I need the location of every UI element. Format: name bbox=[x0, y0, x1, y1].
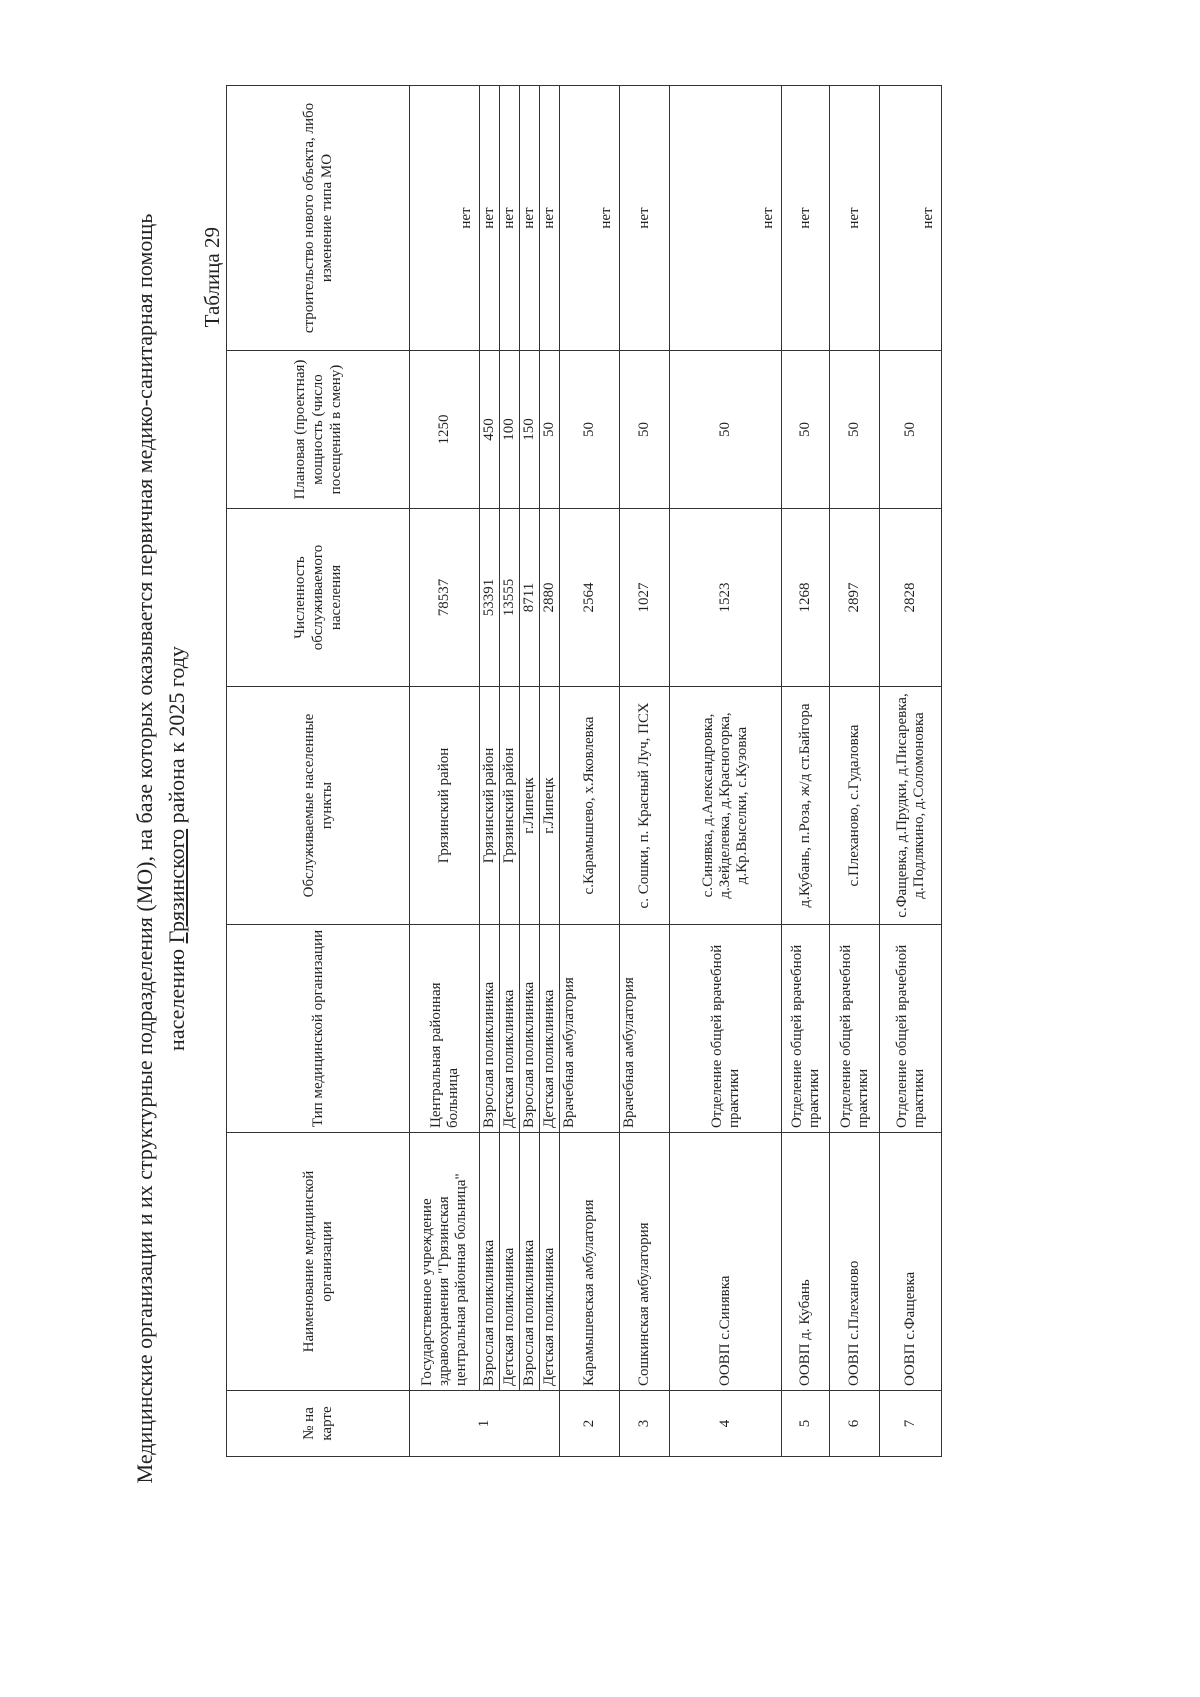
cell-name: ООВП д. Кубань bbox=[782, 1133, 830, 1391]
table-header-row bbox=[227, 86, 410, 1457]
cell-num: 4 bbox=[670, 1391, 782, 1457]
cell-construction: нет bbox=[782, 86, 830, 351]
cell-settlements: с.Карамышево, х.Яковлевка bbox=[560, 687, 620, 925]
cell-capacity: 1250 bbox=[410, 351, 480, 509]
header-settlements: Обслуживаемые населенные пункты bbox=[227, 687, 410, 925]
cell-construction: нет bbox=[670, 86, 782, 351]
table-row bbox=[670, 86, 782, 1457]
cell-settlements: д.Кубань, п.Роза, ж/д ст.Байгора bbox=[782, 687, 830, 925]
cell-settlements: г.Липецк bbox=[540, 687, 560, 925]
cell-name: Детская поликлиника bbox=[500, 1133, 520, 1391]
cell-name: Сошкинская амбулатория bbox=[620, 1133, 670, 1391]
cell-name: Карамышевская амбулатория bbox=[560, 1133, 620, 1391]
cell-name: Государственное учреждение здравоохранения "Грязинская центральная районная больница" bbox=[410, 1133, 480, 1391]
cell-construction: нет bbox=[560, 86, 620, 351]
table-row bbox=[782, 86, 830, 1457]
table-row bbox=[500, 86, 520, 1457]
table-row bbox=[830, 86, 880, 1457]
cell-name: Детская поликлиника bbox=[540, 1133, 560, 1391]
cell-type: Врачебная амбулатория bbox=[620, 925, 670, 1133]
cell-num: 1 bbox=[410, 1391, 560, 1457]
cell-construction: нет bbox=[620, 86, 670, 351]
table-row bbox=[620, 86, 670, 1457]
cell-population: 2564 bbox=[560, 509, 620, 687]
cell-capacity: 50 bbox=[782, 351, 830, 509]
title-district-name: Грязинского bbox=[164, 828, 189, 944]
cell-type: Взрослая поликлиника bbox=[520, 925, 540, 1133]
cell-population: 2828 bbox=[880, 509, 942, 687]
cell-num: 2 bbox=[560, 1391, 620, 1457]
cell-population: 2897 bbox=[830, 509, 880, 687]
cell-settlements: Грязинский район bbox=[500, 687, 520, 925]
cell-type: Взрослая поликлиника bbox=[480, 925, 500, 1133]
header-num: № на карте bbox=[227, 1391, 410, 1457]
cell-num: 5 bbox=[782, 1391, 830, 1457]
cell-population: 1523 bbox=[670, 509, 782, 687]
cell-type: Отделение общей врачебной практики bbox=[830, 925, 880, 1133]
table-row bbox=[560, 86, 620, 1457]
document-title-line1: Медицинские организации и их структурные подразделения (МО), на базе которых оказывается первичная медико-санитарная помощь bbox=[132, 213, 157, 1484]
cell-type: Отделение общей врачебной практики bbox=[880, 925, 942, 1133]
cell-capacity: 50 bbox=[540, 351, 560, 509]
document-title-line2 bbox=[162, 0, 191, 1697]
cell-capacity: 50 bbox=[880, 351, 942, 509]
table-row bbox=[540, 86, 560, 1457]
cell-settlements: с. Сошки, п. Красный Луч, ПСХ bbox=[620, 687, 670, 925]
cell-construction: нет bbox=[480, 86, 500, 351]
cell-population: 1268 bbox=[782, 509, 830, 687]
cell-type: Врачебная амбулатория bbox=[560, 925, 620, 1133]
cell-type: Детская поликлиника bbox=[500, 925, 520, 1133]
cell-population: 2880 bbox=[540, 509, 560, 687]
cell-type: Отделение общей врачебной практики bbox=[670, 925, 782, 1133]
cell-settlements: с.Фащевка, д.Прудки, д.Писаревка, д.Подлякино, д.Соломоновка bbox=[880, 687, 942, 925]
title-line2-suffix: района к 2025 году bbox=[164, 646, 189, 829]
cell-name: ООВП с.Синявка bbox=[670, 1133, 782, 1391]
cell-settlements: Грязинский район bbox=[410, 687, 480, 925]
cell-name: ООВП с.Фащевка bbox=[880, 1133, 942, 1391]
cell-num: 6 bbox=[830, 1391, 880, 1457]
cell-settlements: Грязинский район bbox=[480, 687, 500, 925]
cell-settlements: с.Синявка, д.Александровка, д.Зейделевка, д.Красногорка, д.Кр.Выселки, с.Кузовка bbox=[670, 687, 782, 925]
table-row bbox=[410, 86, 480, 1457]
title-line2-prefix: населению bbox=[164, 943, 189, 1051]
cell-settlements: с.Плеханово, с.Гудаловка bbox=[830, 687, 880, 925]
cell-population: 8711 bbox=[520, 509, 540, 687]
cell-population: 13555 bbox=[500, 509, 520, 687]
header-population: Численность обслуживаемого населения bbox=[227, 509, 410, 687]
cell-construction: нет bbox=[880, 86, 942, 351]
cell-type: Центральная районная больница bbox=[410, 925, 480, 1133]
cell-name: Взрослая поликлиника bbox=[520, 1133, 540, 1391]
table-row bbox=[880, 86, 942, 1457]
cell-construction: нет bbox=[410, 86, 480, 351]
cell-population: 1027 bbox=[620, 509, 670, 687]
table-caption: Таблица 29 bbox=[200, 227, 224, 328]
cell-name: Взрослая поликлиника bbox=[480, 1133, 500, 1391]
cell-capacity: 150 bbox=[520, 351, 540, 509]
cell-num: 3 bbox=[620, 1391, 670, 1457]
cell-type: Детская поликлиника bbox=[540, 925, 560, 1133]
cell-name: ООВП с.Плеханово bbox=[830, 1133, 880, 1391]
cell-population: 78537 bbox=[410, 509, 480, 687]
cell-capacity: 50 bbox=[560, 351, 620, 509]
header-type: Тип медицинской организации bbox=[227, 925, 410, 1133]
cell-num: 7 bbox=[880, 1391, 942, 1457]
cell-capacity: 100 bbox=[500, 351, 520, 509]
header-capacity: Плановая (проектная) мощность (число посещений в смену) bbox=[227, 351, 410, 509]
cell-capacity: 450 bbox=[480, 351, 500, 509]
cell-construction: нет bbox=[500, 86, 520, 351]
medical-organizations-table bbox=[226, 85, 942, 1457]
cell-settlements: г.Липецк bbox=[520, 687, 540, 925]
header-name: Наименование медицинской организации bbox=[227, 1133, 410, 1391]
cell-type: Отделение общей врачебной практики bbox=[782, 925, 830, 1133]
cell-capacity: 50 bbox=[830, 351, 880, 509]
cell-construction: нет bbox=[830, 86, 880, 351]
cell-construction: нет bbox=[540, 86, 560, 351]
cell-population: 53391 bbox=[480, 509, 500, 687]
header-construction: строительство нового объекта, либо изменение типа МО bbox=[227, 86, 410, 351]
cell-capacity: 50 bbox=[620, 351, 670, 509]
table-row bbox=[480, 86, 500, 1457]
cell-construction: нет bbox=[520, 86, 540, 351]
cell-capacity: 50 bbox=[670, 351, 782, 509]
table-row bbox=[520, 86, 540, 1457]
